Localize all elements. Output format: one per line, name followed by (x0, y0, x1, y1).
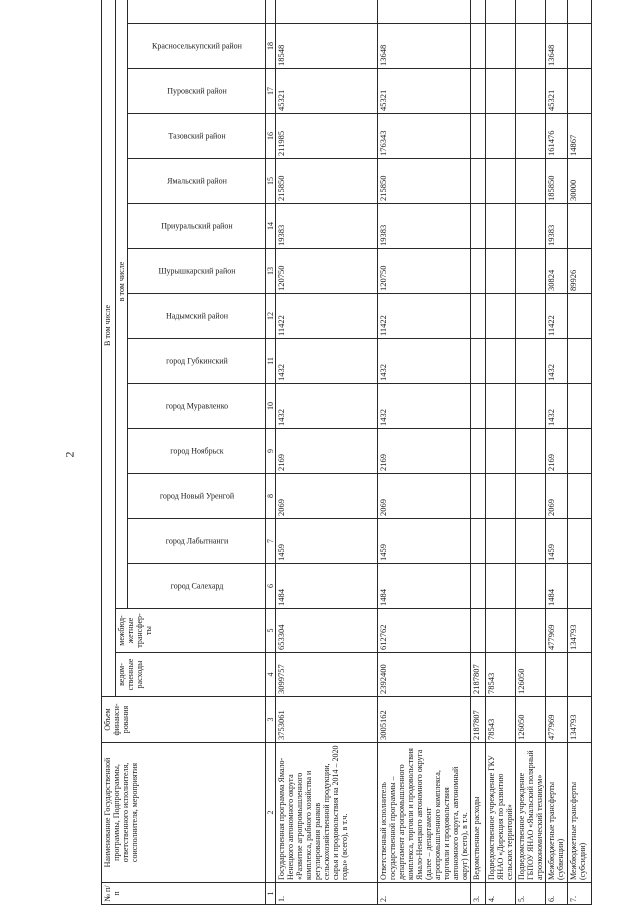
dept-cell (546, 653, 568, 697)
district-value-cell (516, 474, 546, 519)
district-value-cell (568, 294, 592, 339)
row-number-cell: 5. (516, 883, 546, 905)
row-number-cell: 6. (546, 883, 568, 905)
district-value-cell (568, 474, 592, 519)
district-value-cell (486, 429, 516, 474)
district-value-cell: 2069 (276, 474, 378, 519)
column-index-cell: 14 (266, 204, 276, 249)
district-value-cell: 1432 (546, 384, 568, 429)
column-index-cell: 7 (266, 519, 276, 564)
column-index-cell: 1 (266, 883, 276, 905)
district-value-cell (471, 69, 486, 114)
district-value-cell (471, 564, 486, 609)
district-value-cell: 1432 (378, 384, 471, 429)
col-no-header: № п/п (102, 883, 266, 905)
table-row (276, 0, 378, 905)
district-value-cell: 89926 (568, 249, 592, 294)
district-header-3: город Новый Уренгой (128, 474, 266, 519)
district-value-cell (471, 114, 486, 159)
total-cell: 3753061 (276, 697, 378, 743)
column-index-cell (266, 0, 276, 24)
district-value-cell: 11422 (378, 294, 471, 339)
district-value-cell: 19383 (546, 204, 568, 249)
budget-table (101, 0, 592, 905)
district-header-11: Тазовский район (128, 114, 266, 159)
col-mbt-header: межбюд-жетные трансфер-ты (116, 609, 266, 653)
column-index-row (266, 0, 276, 905)
district-value-cell: 11422 (546, 294, 568, 339)
reserve-cell (568, 0, 592, 24)
reserve-cell (471, 0, 486, 24)
district-value-cell: 1459 (276, 519, 378, 564)
district-value-cell (486, 204, 516, 249)
district-value-cell: 185850 (546, 159, 568, 204)
district-value-cell: 19383 (276, 204, 378, 249)
district-value-cell (568, 429, 592, 474)
district-header-8: Шурышкарский район (128, 249, 266, 294)
table-row (486, 0, 516, 905)
landscape-table-wrapper (101, 0, 587, 905)
column-index-cell: 4 (266, 653, 276, 697)
district-value-cell (516, 249, 546, 294)
district-value-cell: 2169 (378, 429, 471, 474)
row-name-cell: Ответственный исполнитель государственной программы – департамент агропромышленного комплекса, торговли и продовольствия Ямало-Ненецкого автономного округа (далее – департамент агропромышленного комплекса, торговли и продовольствия автономного округа, автономный округ) (всего), в т.ч. (378, 743, 471, 883)
table-row (568, 0, 592, 905)
total-cell: 134793 (568, 697, 592, 743)
district-value-cell (471, 519, 486, 564)
district-header-5: город Муравленко (128, 384, 266, 429)
mbt-cell: 612762 (378, 609, 471, 653)
dept-cell: 126050 (516, 653, 546, 697)
district-value-cell (516, 204, 546, 249)
district-value-cell: 215850 (276, 159, 378, 204)
mbt-cell (471, 609, 486, 653)
col-dept-header: ведом-ственные расходы (116, 653, 266, 697)
district-value-cell: 1459 (546, 519, 568, 564)
district-value-cell (471, 339, 486, 384)
district-value-cell: 2169 (546, 429, 568, 474)
district-value-cell: 45321 (378, 69, 471, 114)
district-value-cell: 13648 (378, 24, 471, 69)
table-body (266, 0, 592, 905)
district-value-cell: 2069 (378, 474, 471, 519)
in-that-number-subheader: в том числе (116, 0, 128, 609)
district-value-cell: 215850 (378, 159, 471, 204)
district-value-cell (516, 114, 546, 159)
district-value-cell (471, 384, 486, 429)
total-cell: 78543 (486, 697, 516, 743)
district-value-cell (516, 519, 546, 564)
rotated-table-frame (101, 0, 587, 905)
dept-cell: 3099757 (276, 653, 378, 697)
district-value-cell: 211985 (276, 114, 378, 159)
total-cell: 477969 (546, 697, 568, 743)
district-header-1: город Салехард (128, 564, 266, 609)
column-index-cell: 8 (266, 474, 276, 519)
district-header-13: Красноселькупский район (128, 24, 266, 69)
district-value-cell (516, 429, 546, 474)
column-index-cell: 16 (266, 114, 276, 159)
table-row (546, 0, 568, 905)
district-value-cell: 176343 (378, 114, 471, 159)
column-index-cell: 15 (266, 159, 276, 204)
district-value-cell: 120750 (378, 249, 471, 294)
district-value-cell (486, 384, 516, 429)
district-header-7: Надымский район (128, 294, 266, 339)
district-value-cell (486, 519, 516, 564)
district-value-cell: 1484 (276, 564, 378, 609)
column-index-cell: 11 (266, 339, 276, 384)
district-value-cell (568, 69, 592, 114)
district-header-12: Пуровский район (128, 69, 266, 114)
district-value-cell (471, 249, 486, 294)
district-value-cell (568, 519, 592, 564)
district-value-cell (516, 294, 546, 339)
district-value-cell (516, 384, 546, 429)
district-value-cell: 120750 (276, 249, 378, 294)
column-index-cell: 5 (266, 609, 276, 653)
reserve-cell (516, 0, 546, 24)
total-cell: 126050 (516, 697, 546, 743)
dept-cell: 78543 (486, 653, 516, 697)
row-number-cell: 4. (486, 883, 516, 905)
district-value-cell (471, 294, 486, 339)
row-number-cell: 3. (471, 883, 486, 905)
district-value-cell (486, 564, 516, 609)
dept-cell (568, 653, 592, 697)
col-name-header: Наименование Государственной программы, Подпрограммы, ответственного исполнителя, соисполнителя, мероприятия (102, 743, 266, 883)
district-value-cell (486, 159, 516, 204)
column-index-cell: 9 (266, 429, 276, 474)
district-value-cell: 2069 (546, 474, 568, 519)
district-value-cell: 1432 (276, 384, 378, 429)
district-value-cell (516, 339, 546, 384)
column-index-cell: 2 (266, 743, 276, 883)
dept-cell: 2392400 (378, 653, 471, 697)
district-value-cell (486, 474, 516, 519)
district-value-cell: 2169 (276, 429, 378, 474)
table-row (471, 0, 486, 905)
district-value-cell (486, 339, 516, 384)
mbt-cell: 477969 (546, 609, 568, 653)
mbt-cell: 653304 (276, 609, 378, 653)
district-header-6: город Губкинский (128, 339, 266, 384)
district-header-4: город Ноябрьск (128, 429, 266, 474)
row-name-cell: Ведомственные расходы (471, 743, 486, 883)
column-index-cell: 12 (266, 294, 276, 339)
mbt-cell (486, 609, 516, 653)
district-value-cell (486, 114, 516, 159)
district-value-cell: 45321 (276, 69, 378, 114)
district-value-cell: 1432 (378, 339, 471, 384)
district-value-cell (568, 564, 592, 609)
district-value-cell (516, 24, 546, 69)
district-value-cell: 161476 (546, 114, 568, 159)
district-value-cell (471, 159, 486, 204)
reserve-cell (378, 0, 471, 24)
district-value-cell (486, 69, 516, 114)
row-name-cell: Подведомственное учреждение ГБПОУ ЯНАО «Ямальский полярный агроэкономический техникум» (516, 743, 546, 883)
district-value-cell (568, 24, 592, 69)
district-value-cell: 13648 (546, 24, 568, 69)
row-number-cell: 2. (378, 883, 471, 905)
in-that-number-header: В том числе (102, 0, 116, 697)
total-cell: 2187807 (471, 697, 486, 743)
column-index-cell: 6 (266, 564, 276, 609)
reserve-cell (276, 0, 378, 24)
district-value-cell (568, 384, 592, 429)
row-name-cell: Межбюджетные трансферты (субсидии) (568, 743, 592, 883)
reserve-cell (546, 0, 568, 24)
column-index-cell: 13 (266, 249, 276, 294)
district-header-2: город Лабытнанги (128, 519, 266, 564)
district-value-cell: 1432 (276, 339, 378, 384)
district-value-cell: 45321 (546, 69, 568, 114)
mbt-cell: 134793 (568, 609, 592, 653)
row-name-cell: Межбюджетные трансферты (субвенции) (546, 743, 568, 883)
column-index-cell: 10 (266, 384, 276, 429)
district-value-cell: 11422 (276, 294, 378, 339)
district-header-9: Приуральский район (128, 204, 266, 249)
district-value-cell (471, 204, 486, 249)
district-value-cell: 19383 (378, 204, 471, 249)
district-value-cell (471, 474, 486, 519)
district-value-cell (516, 159, 546, 204)
district-value-cell (471, 24, 486, 69)
column-index-cell: 3 (266, 697, 276, 743)
reserve-cell (486, 0, 516, 24)
col-total-header: Объем финанси-рования (102, 697, 266, 743)
district-value-cell: 30000 (568, 159, 592, 204)
district-value-cell (486, 24, 516, 69)
total-cell: 3005162 (378, 697, 471, 743)
dept-cell: 2187807 (471, 653, 486, 697)
row-name-cell: Подведомственное учреждение ГКУ ЯНАО «Дирекция по развитию сельских территорий» (486, 743, 516, 883)
district-value-cell (516, 69, 546, 114)
row-number-cell: 1. (276, 883, 378, 905)
column-index-cell: 17 (266, 69, 276, 114)
district-value-cell: 1459 (378, 519, 471, 564)
district-value-cell: 18548 (276, 24, 378, 69)
row-number-cell: 7. (568, 883, 592, 905)
row-name-cell: Государственная программа Ямало-Ненецкого автономного округа «Развитие агропромышленного комплекса, рыбного хозяйства и регулирования рынков сельскохозяйственной продукции, сырья и продовольствия на 2014 – 2020 годы» (всего), в т.ч. (276, 743, 378, 883)
district-value-cell: 1484 (378, 564, 471, 609)
table-row (516, 0, 546, 905)
district-value-cell: 1484 (546, 564, 568, 609)
table-row (378, 0, 471, 905)
district-value-cell: 30824 (546, 249, 568, 294)
district-value-cell (471, 429, 486, 474)
page-number: 2 (62, 451, 77, 458)
reserve-header (128, 0, 266, 24)
district-value-cell (516, 564, 546, 609)
district-value-cell (486, 249, 516, 294)
mbt-cell (516, 609, 546, 653)
district-header-10: Ямальский район (128, 159, 266, 204)
district-value-cell (568, 204, 592, 249)
district-value-cell: 14867 (568, 114, 592, 159)
district-value-cell (568, 339, 592, 384)
column-index-cell: 18 (266, 24, 276, 69)
district-value-cell: 1432 (546, 339, 568, 384)
district-value-cell (486, 294, 516, 339)
